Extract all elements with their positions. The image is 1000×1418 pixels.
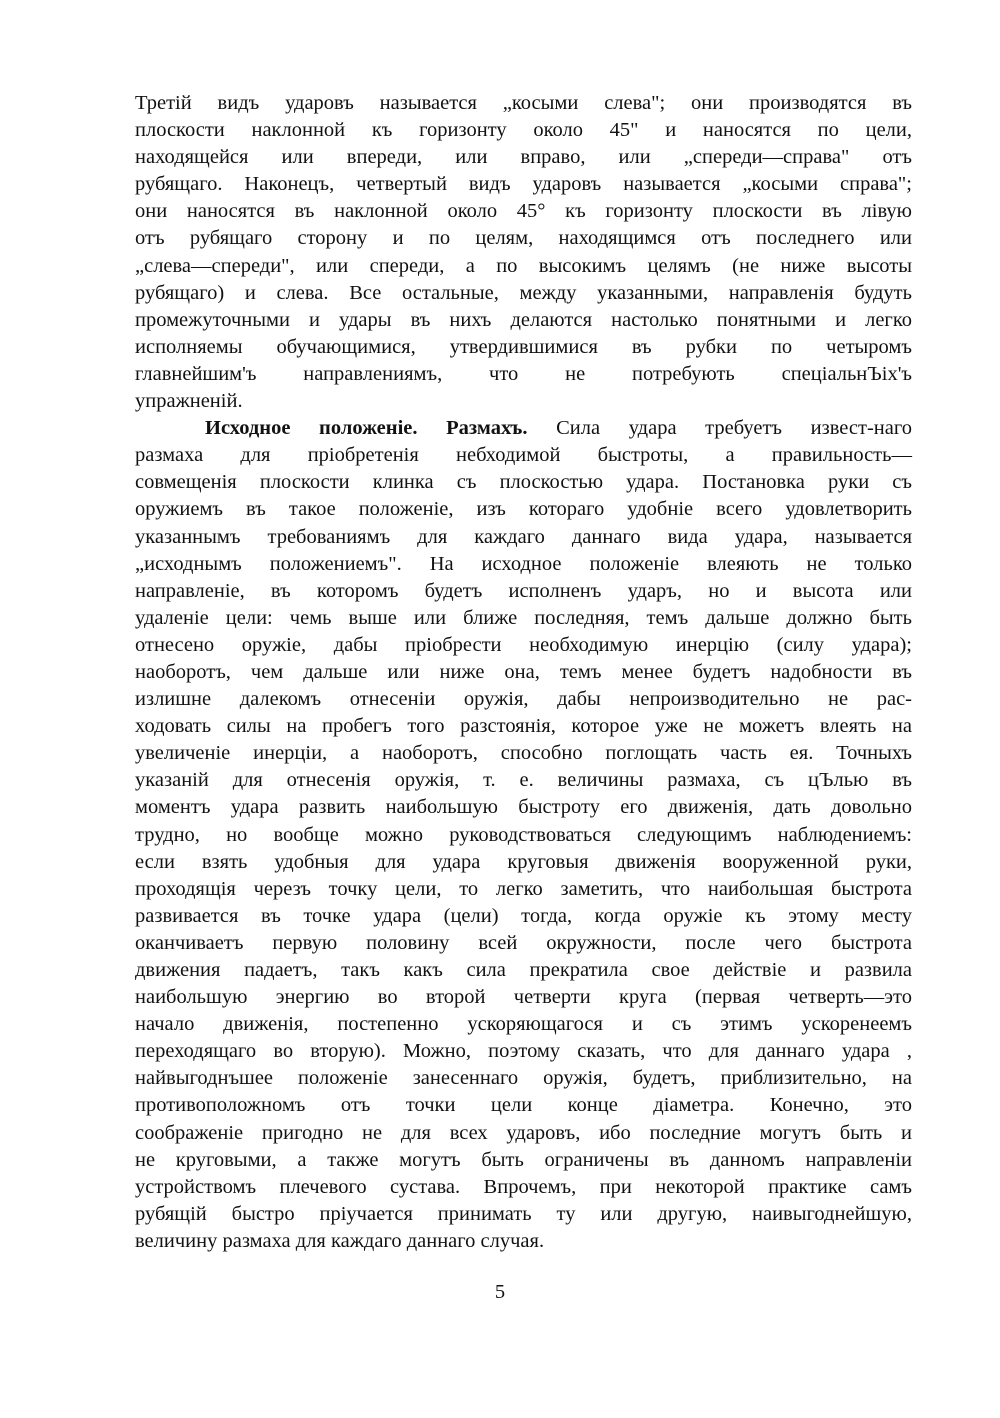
text-line: проходящія черезъ точку цели, то легко заметить, что наибольшая быстрота <box>135 877 912 900</box>
section-heading: Исходное положеніе. Размахъ. <box>205 417 528 440</box>
text-run: Сила удара требуетъ извест-наго <box>527 417 912 440</box>
text-line: Третій видъ ударовъ называется „косыми слева"; они производятся въ <box>135 92 912 114</box>
text-line: развивается въ точке удара (цели) тогда, когда оружіе къ этому месту <box>135 904 912 927</box>
text-line: противоположномъ отъ точки цели конце діаметра. Конечно, это <box>135 1094 912 1117</box>
text-line: наоборотъ, чем дальше или ниже она, темъ менее будетъ надобности въ <box>135 660 912 683</box>
document-body <box>135 90 912 1255</box>
text-line: соображеніе пригодно не для всех ударовъ, ибо последние могутъ быть и <box>135 1121 912 1144</box>
text-line: исполняемы обучающимися, утвердившимися въ рубки по четыромъ <box>135 335 912 358</box>
text-line: если взять удобныя для удара круговыя движенія вооруженной руки, <box>135 850 912 873</box>
text-line: движения падаетъ, такъ какъ сила прекратила свое действіе и развила <box>135 959 912 981</box>
text-line: рубящаго) и слева. Все остальные, между указанными, направленія будуть <box>135 281 912 304</box>
text-line: указаній для отнесенія оружія, т. е. величины размаха, съ цЪлью въ <box>135 769 912 792</box>
text-line: устройствомъ плечевого сустава. Впрочемъ, при некоторой практике самъ <box>135 1175 912 1198</box>
text-line: плоскости наклонной къ горизонту около 45" и наносятся по цели, <box>135 119 912 142</box>
text-line: величину размаха для каждаго даннаго случая. <box>135 1229 545 1252</box>
text-line: они наносятся въ наклонной около 45° къ горизонту плоскости въ лівую <box>135 200 912 223</box>
text-line: удаленіе цели: чемь выше или ближе последняя, темъ дальше должно быть <box>135 606 912 629</box>
text-line: переходящаго во вторую). Можно, поэтому сказать, что для даннаго удара , <box>135 1040 912 1063</box>
text-line: „исходнымъ положениемъ". На исходное положеніе влеяють не только <box>135 552 912 575</box>
page-number: 5 <box>494 1281 506 1303</box>
text-line: отнесено оружіе, дабы пріобрести необходимую инерцію (силу удара); <box>135 633 912 656</box>
text-line: направленіе, въ которомъ будетъ исполненъ ударъ, но и высота или <box>135 579 912 602</box>
text-line: ходовать силы на пробегъ того разстоянія, которое уже не можетъ влеять на <box>135 715 912 738</box>
text-line: упражненій. <box>135 390 243 413</box>
text-line: находящейся или впереди, или вправо, или „спереди—справа" отъ <box>135 146 912 169</box>
text-line: промежуточными и удары въ нихъ делаются настолько понятными и легко <box>135 308 912 331</box>
paragraph-2-first-line <box>135 415 912 442</box>
text-line: наибольшую энергию во второй четверти круга (первая четверть—это <box>135 986 912 1009</box>
text-line: оружиемъ въ такое положеніе, изъ котораго удобніе всего удовлетворить <box>135 498 912 521</box>
text-line: излишне далекомъ отнесеніи оружія, дабы непроизводительно не рас- <box>135 688 912 711</box>
text-line: размаха для пріобретенія небходимой быстроты, а правильность— <box>135 444 912 467</box>
text-line: моментъ удара развить наибольшую быстроту его движенія, дать довольно <box>135 796 912 819</box>
text-line: совмещенія плоскости клинка съ плоскостью удара. Постановка руки съ <box>135 471 912 494</box>
text-line: указаннымъ требованиямъ для каждаго даннаго вида удара, называется <box>135 525 912 548</box>
paragraph-2 <box>135 415 912 1255</box>
text-line: главнейшим'ъ направлениямъ, что не потребують спеціальнЪіх'ъ <box>135 362 912 385</box>
text-line: оканчиваетъ первую половину всей окружности, после чего быстрота <box>135 931 912 954</box>
text-line: трудно, но вообще можно руководствоваться следующимъ наблюдениемъ: <box>135 823 912 846</box>
text-line: начало движенія, постепенно ускоряющагося и съ этимъ ускоренеемъ <box>135 1013 912 1036</box>
text-line: рубящаго. Наконецъ, четвертый видъ ударовъ называется „косыми справа"; <box>135 173 912 196</box>
paragraph-1 <box>135 90 912 415</box>
text-line: не круговыми, а также могутъ быть ограничены въ данномъ направленіи <box>135 1148 912 1171</box>
text-line: увеличеніе инерціи, а наоборотъ, способно поглощать часть ея. Точныхъ <box>135 742 912 765</box>
text-line: „слева—спереди", или спереди, а по высокимъ целямъ (не ниже высоты <box>135 254 912 277</box>
text-line: отъ рубящаго сторону и по целям, находящимся отъ последнего или <box>135 227 912 250</box>
text-line: рубящій быстро пріучается принимать ту или другую, наивыгоднейшую, <box>135 1202 912 1225</box>
text-line: найвыгоднъшее положеніе занесеннаго оружія, будетъ, приблизительно, на <box>135 1067 912 1090</box>
